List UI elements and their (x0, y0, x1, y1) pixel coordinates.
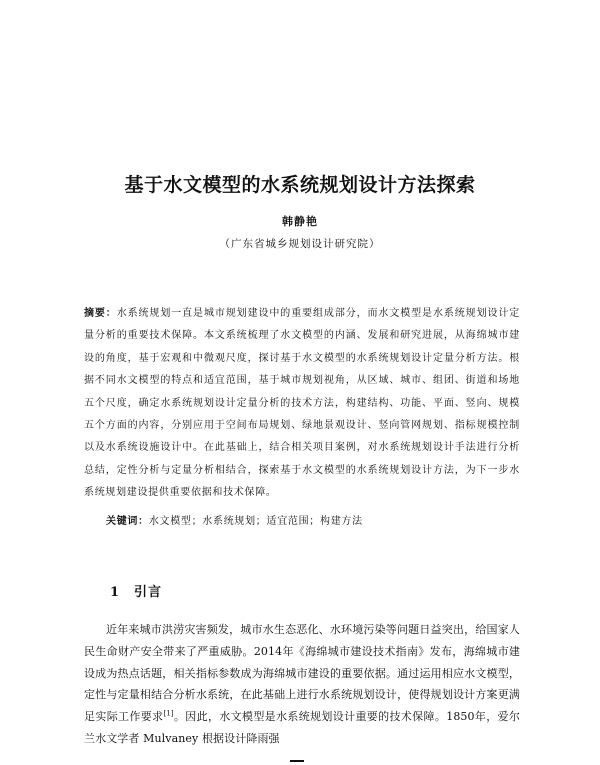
abstract-text: 水系统规划一直是城市规划建设中的重要组成部分，而水文模型是水系统规划设计定量分析的重要技术保障。本文系统梳理了水文模型的内涵、发展和研究进展，从海绵城市建设的角度，基于宏观和中微观尺度，探讨基于水文模型的水系统规划设计定量分析方法。根据不同水文模型的特点和适宜范围，基于城市规划视角，从区域、城市、组团、街道和场地五个尺度，确定水系统规划设计定量分析的技术方法，构建结构、功能、平面、竖向、规模五个方面的内容，分别应用于空间布局规划、绿地景观设计、竖向管网规划、指标规模控制以及水系统设施设计中。在此基础上，结合相关项目案例，对水系统规划设计手法进行分析总结，定性分析与定量分析相结合，探索基于水文模型的水系统规划设计方法，为下一步水系统规划建设提供重要依据和技术保障。 (84, 308, 520, 499)
paper-title: 基于水文模型的水系统规划设计方法探索 (124, 174, 476, 196)
abstract-label: 摘要： (84, 308, 117, 319)
section-heading (110, 581, 162, 600)
section-title: 引言 (134, 585, 163, 600)
abstract-block (84, 303, 520, 505)
keywords-text: 水文模型；水系统规划；适宜范围；构建方法 (148, 516, 363, 527)
intro-paragraph (84, 619, 520, 750)
author-name: 韩静艳 (282, 215, 318, 228)
author-affiliation: （广东省城乡规划设计研究院） (219, 238, 381, 250)
intro-text-part2: 。因此，水文模型是水系统规划设计重要的技术保障。1850年，爱尔兰水文学者 Mulvaney 根据设计降雨强 (84, 710, 520, 745)
keywords-label: 关键词： (106, 516, 149, 527)
page-bottom-mark (290, 760, 304, 762)
keywords-block (106, 514, 520, 530)
intro-text-part1: 近年来城市洪涝灾害频发，城市水生态恶化、水环境污染等问题日益突出，给国家人民生命财产安全带来了严重威胁。2014年《海绵城市建设技术指南》发布，海绵城市建设成为热点话题，相关指标参数成为海绵城市建设的重要依据。通过运用相应水文模型，定性与定量相结合分析水系统，在此基础上进行水系统规划设计，使得规划设计方案更满足实际工作要求 (84, 623, 520, 724)
section-number: 1 (110, 585, 121, 600)
citation-ref: [1] (163, 709, 174, 718)
